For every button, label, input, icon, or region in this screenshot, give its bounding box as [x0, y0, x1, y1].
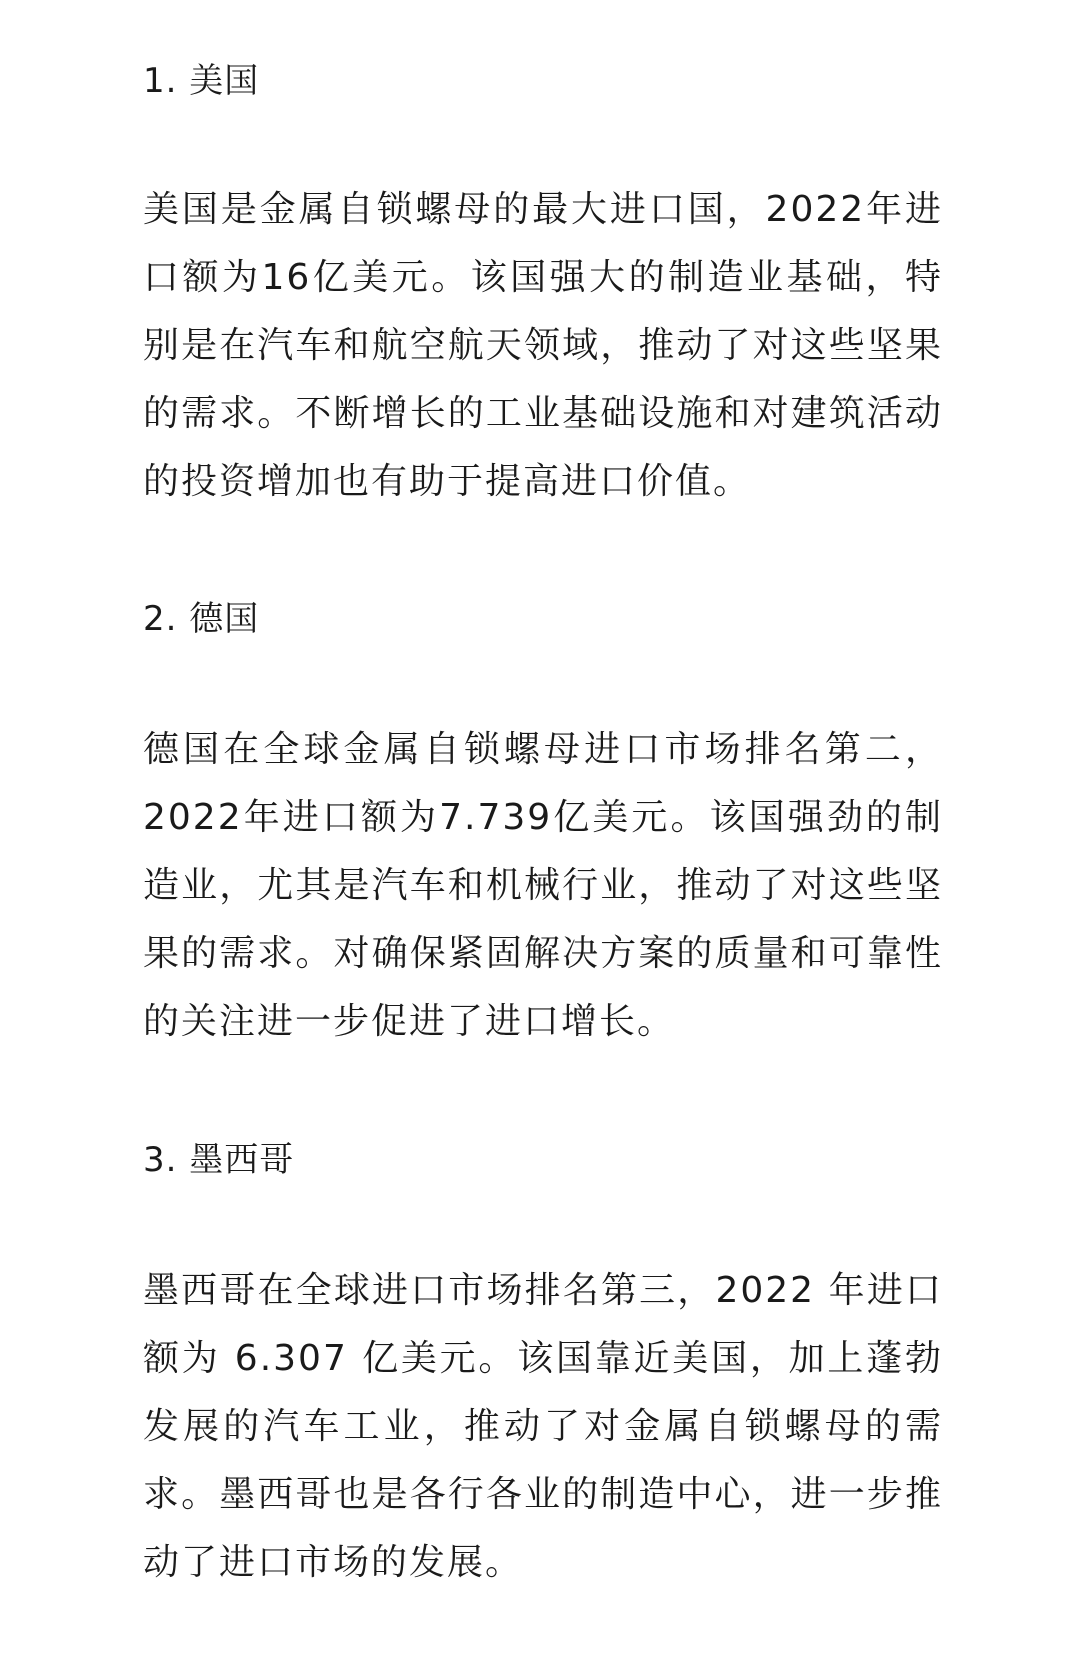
section-heading: 2. 德国 — [143, 599, 260, 639]
section-paragraph: 墨西哥在全球进口市场排名第三，2022 年进口额为 6.307 亿美元。该国靠近美国，加上蓬勃发展的汽车工业，推动了对金属自锁螺母的需求。墨西哥也是各行各业的制造中心，进一步推动了进口市场的发展。 — [143, 1270, 943, 1583]
section-paragraph: 美国是金属自锁螺母的最大进口国，2022年进口额为16亿美元。该国强大的制造业基础，特别是在汽车和航空航天领域，推动了对这些坚果的需求。不断增长的工业基础设施和对建筑活动的投资增加也有助于提高进口价值。 — [143, 189, 943, 502]
section-heading: 3. 墨西哥 — [143, 1140, 295, 1180]
section-heading: 1. 美国 — [143, 61, 260, 101]
section-paragraph: 德国在全球金属自锁螺母进口市场排名第二，2022年进口额为7.739亿美元。该国强劲的制造业，尤其是汽车和机械行业，推动了对这些坚果的需求。对确保紧固解决方案的质量和可靠性的关注进一步促进了进口增长。 — [143, 729, 943, 1042]
